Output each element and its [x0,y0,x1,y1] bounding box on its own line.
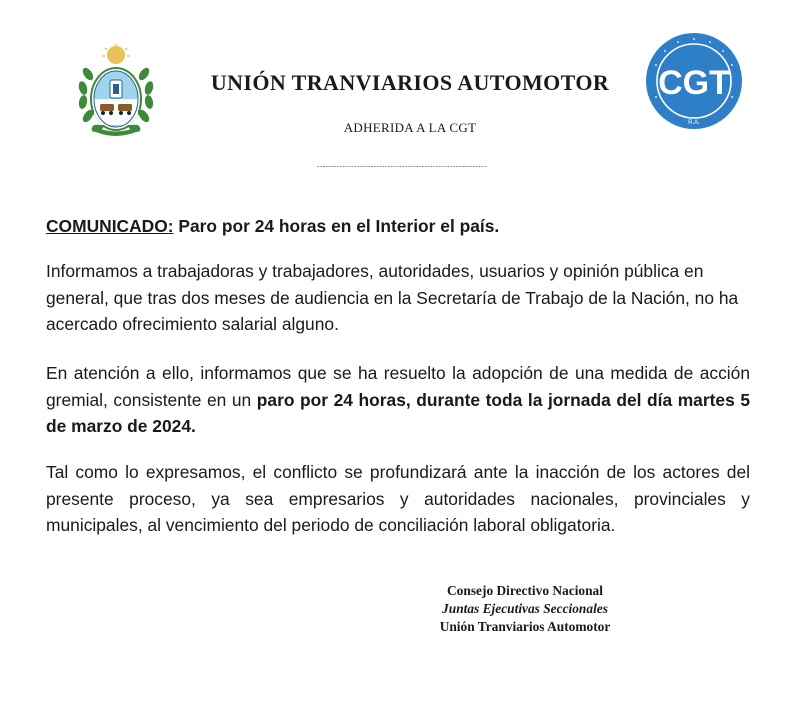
uta-emblem-icon [74,44,158,140]
communique-paragraph-3: Tal como lo expresamos, el conflicto se profundizará ante la inacción de los actores del presente proceso, ya sea empresarios y autoridades nacionales, provinciales y municipales, al vencimiento del periodo de conciliación laboral obligatoria. [46,462,750,535]
svg-text:R.A.: R.A. [688,120,700,126]
signature-line-2: Juntas Ejecutivas Seccionales [442,601,608,616]
header-divider: ------------------------------------------------------------ [317,162,487,170]
signature-line-1: Consejo Directivo Nacional [447,583,603,598]
organization-title: UNIÓN TRANVIARIOS AUTOMOTOR [210,70,610,95]
signature-line-3: Unión Tranviarios Automotor [439,619,611,634]
organization-subtitle: ADHERIDA A LA CGT [343,120,477,135]
communique-paragraph-1: Informamos a trabajadoras y trabajadores, autoridades, usuarios y opinión pública en general, que tras dos meses de audiencia en la Secretaría de Trabajo de la Nación, no ha acercado ofrecimiento salarial alguno. [46,261,739,334]
paragraph-2-text: En atención a ello, informamos que se ha resuelto la adopción de una medida de acción gremial, consistente en un [46,363,750,410]
cgt-logo-icon [644,31,744,131]
communique-heading-keyword: COMUNICADO: [46,216,174,236]
signature-block [380,582,670,636]
communique-heading [46,213,750,240]
communique-heading-text: Paro por 24 horas en el Interior el país. [173,216,500,236]
strike-announcement: paro por 24 horas, durante toda la jornada del día martes 5 de marzo de 2024. [46,389,750,436]
communique-paragraph-2 [46,360,750,440]
cgt-logo-text: CGT [658,64,730,102]
